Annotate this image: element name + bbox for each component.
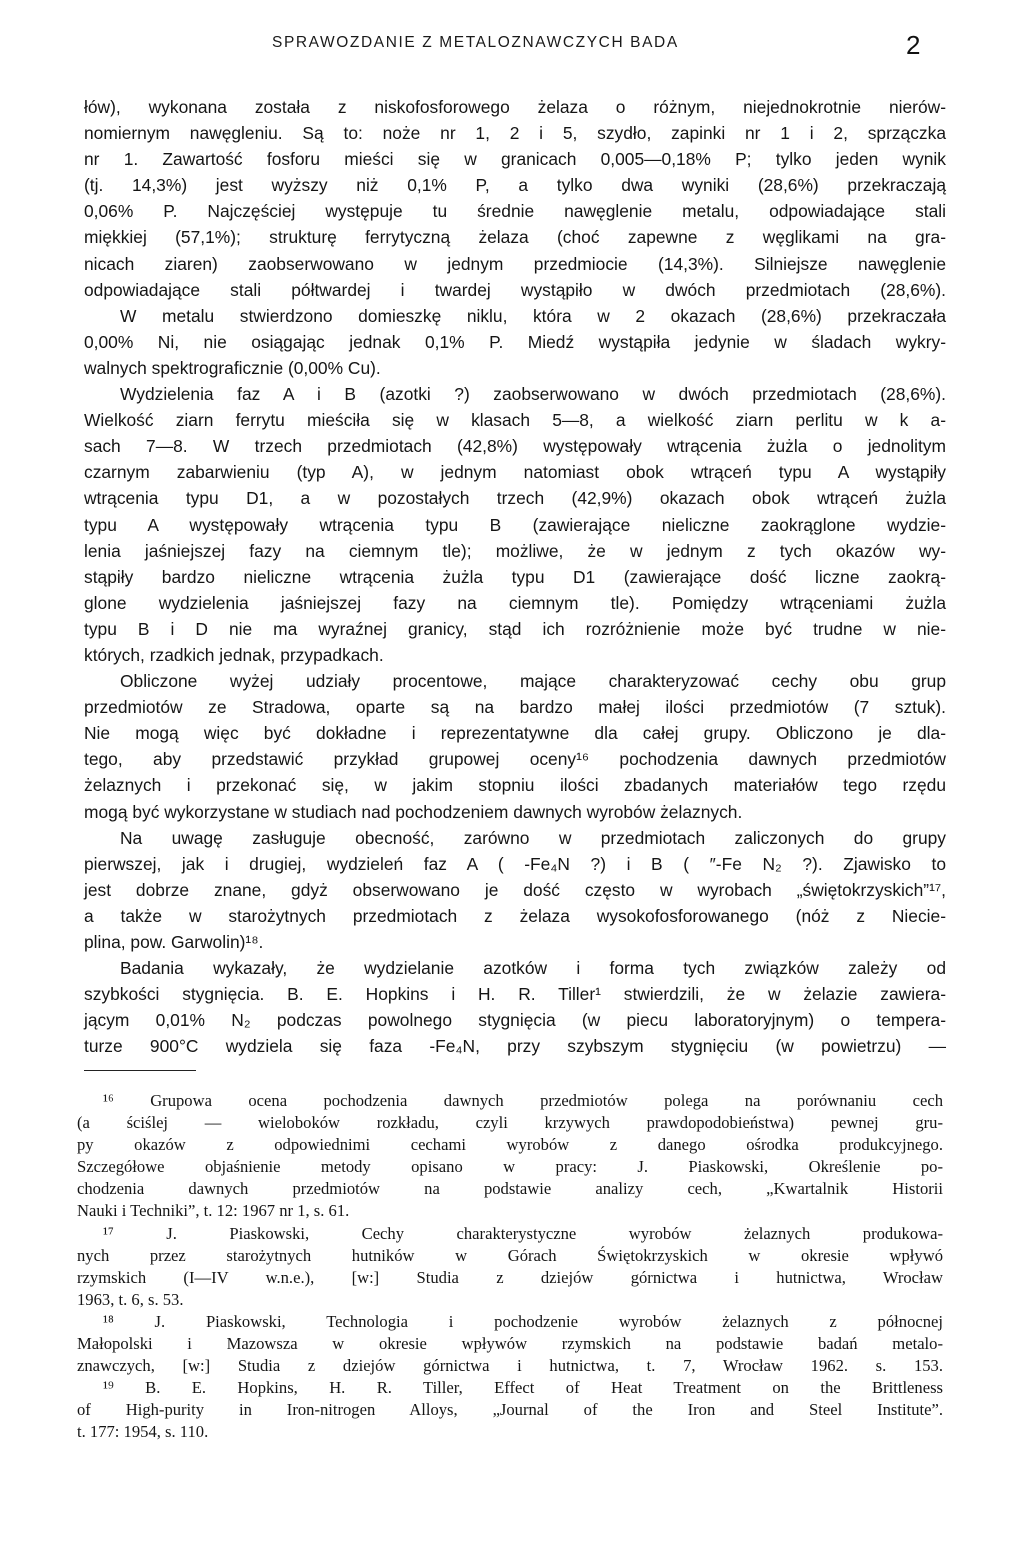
body-line: Nie mogą więc być dokładne i reprezentatywne dla całej grupy. Obliczono je dla-: [84, 723, 946, 744]
body-line: turze 900°C wydziela się faza -Fe₄N, przy szybszym stygnięciu (w powietrzu) —: [84, 1036, 946, 1057]
body-line: pierwszej, jak i drugiej, wydzieleń faz A ( -Fe₄N ?) i B ( ″-Fe N₂ ?). Zjawisko to: [84, 853, 946, 874]
body-line: nomiernym nawęgleniu. Są to: noże nr 1, 2 i 5, szydło, zapinki nr 1 i 2, sprzączka: [84, 123, 946, 144]
body-line: mogą być wykorzystane w studiach nad pochodzeniem dawnych wyrobów żelaznych.: [84, 801, 743, 822]
body-line: typu B i D nie ma wyraźnej granicy, stąd ich rozróżnienie może być trudne w nie-: [84, 618, 946, 639]
body-line: lenia jaśniejszej fazy na ciemnym tle); możliwe, że w jednym z tych okazów wy-: [84, 540, 946, 561]
footnote-line: chodzenia dawnych przedmiotów na podstawie analizy cech, „Kwartalnik Historii: [77, 1179, 943, 1199]
body-line: Na uwagę zasługuje obecność, zarówno w przedmiotach zaliczonych do grupy: [120, 827, 946, 848]
body-line: jącym 0,01% N₂ podczas powolnego stygnięcia (w piecu laboratoryjnym) o tempera-: [84, 1010, 946, 1031]
page-number: 2: [906, 30, 921, 60]
body-text: [84, 94, 946, 1059]
footnote-line: 1963, t. 6, s. 53.: [77, 1289, 184, 1309]
body-line: tego, aby przedstawić przykład grupowej oceny¹⁶ pochodzenia dawnych przedmiotów: [84, 749, 946, 770]
body-line: Wielkość ziarn ferrytu mieściła się w klasach 5—8, a wielkość ziarn perlitu w k a-: [84, 410, 946, 431]
body-line: czarnym zabarwieniu (typ A), w jednym natomiast obok wtrąceń typu A wystąpiły: [84, 462, 946, 483]
footnote-line: nych przez starożytnych hutników w Górach Świętokrzyskich w okresie wpływó: [77, 1245, 943, 1265]
body-line: stąpiły bardzo nieliczne wtrącenia żużla typu D1 (zawierające dość liczne zaokrą-: [84, 566, 946, 587]
footnote-separator: [84, 1070, 196, 1071]
body-line: W metalu stwierdzono domieszkę niklu, która w 2 okazach (28,6%) przekraczała: [120, 305, 946, 326]
body-line: miękkiej (57,1%); strukturę ferrytyczną żelaza (choć zapewne z węglikami na gra-: [84, 227, 946, 248]
body-line: Wydzielenia faz A i B (azotki ?) zaobserwowano w dwóch przedmiotach (28,6%).: [120, 384, 946, 405]
body-line: szybkości stygnięcia. B. E. Hopkins i H. R. Tiller¹ stwierdzili, że w żelazie zawiera-: [84, 984, 946, 1005]
body-line: a także w starożytnych przedmiotach z żelaza wysokofosforowanego (nóż z Niecie-: [84, 905, 946, 926]
footnote-line: of High-purity in Iron-nitrogen Alloys, „Journal of the Iron and Steel Institute”.: [77, 1400, 943, 1420]
footnotes: [77, 1090, 943, 1444]
footnote-line: znawczych, [w:] Studia z dziejów górnictwa i hutnictwa, t. 7, Wrocław 1962. s. 153.: [77, 1356, 943, 1376]
body-line: plina, pow. Garwolin)¹⁸.: [84, 932, 264, 952]
body-line: glone wydzielenia jaśniejszej fazy na ciemnym tle). Pomiędzy wtrąceniami żużla: [84, 592, 946, 613]
running-head: SPRAWOZDANIE Z METALOZNAWCZYCH BADA: [272, 34, 679, 51]
footnote-line: ¹⁶ Grupowa ocena pochodzenia dawnych przedmiotów polega na porównaniu cech: [103, 1091, 943, 1110]
body-line: 0,00% Ni, nie osiągając jednak 0,1% P. Miedź wystąpiła jedynie w śladach wykry-: [84, 331, 946, 352]
footnote-line: Małopolski i Mazowsza w okresie wpływów rzymskich na podstawie badań metalo-: [77, 1334, 943, 1354]
footnote-line: ¹⁹ B. E. Hopkins, H. R. Tiller, Effect of Heat Treatment on the Brittleness: [103, 1378, 943, 1398]
body-line: sach 7—8. W trzech przedmiotach (42,8%) występowały wtrącenia żużla o jednolitym: [84, 436, 946, 457]
body-line: nicach ziaren) zaobserwowano w jednym przedmiocie (14,3%). Silniejsze nawęglenie: [84, 253, 946, 274]
page-header: [0, 30, 1024, 62]
body-line: których, rzadkich jednak, przypadkach.: [84, 644, 384, 665]
body-line: nr 1. Zawartość fosforu mieści się w granicach 0,005—0,18% P; tylko jeden wynik: [84, 149, 946, 170]
footnote-line: ¹⁸ J. Piaskowski, Technologia i pochodzenie wyrobów żelaznych z północnej: [103, 1311, 943, 1331]
body-line: żelaznych i przekonać się, w jakim stopniu ilości zbadanych materiałów tego rzędu: [84, 775, 946, 796]
body-line: 0,06% P. Najczęściej występuje tu średnie nawęglenie metalu, odpowiadające stali: [84, 201, 946, 222]
footnote-line: rzymskich (I—IV w.n.e.), [w:] Studia z dziejów górnictwa i hutnictwa, Wrocław: [77, 1267, 943, 1287]
body-line: odpowiadające stali półtwardej i twardej wystąpiło w dwóch przedmiotach (28,6%).: [84, 279, 946, 300]
body-line: Badania wykazały, że wydzielanie azotków i forma tych związków zależy od: [120, 958, 946, 979]
body-line: przedmiotów ze Stradowa, oparte są na bardzo małej ilości przedmiotów (7 sztuk).: [84, 697, 946, 718]
footnote-line: py okazów z odpowiednimi cechami wyrobów z danego ośrodka produkcyjnego.: [77, 1135, 943, 1155]
footnote-line: Nauki i Techniki”, t. 12: 1967 nr 1, s. 61.: [77, 1201, 350, 1221]
body-line: wtrącenia typu D1, a w pozostałych trzech (42,9%) okazach obok wtrąceń żużla: [84, 488, 946, 509]
footnote-line: t. 177: 1954, s. 110.: [77, 1422, 209, 1442]
body-line: jest dobrze znane, gdyż obserwowano je dość często w wyrobach „świętokrzyskich”¹⁷,: [84, 879, 946, 900]
footnote-line: (a ściślej — wieloboków rozkładu, czyli krzywych prawdopodobieństwa) pewnej gru-: [77, 1113, 943, 1133]
body-line: (tj. 14,3%) jest wyższy niż 0,1% P, a tylko dwa wyniki (28,6%) przekraczają: [84, 175, 946, 196]
footnote-line: Szczegółowe objaśnienie metody opisano w pracy: J. Piaskowski, Określenie po-: [77, 1157, 943, 1177]
body-line: walnych spektrograficznie (0,00% Cu).: [84, 357, 381, 378]
body-line: typu A występowały wtrącenia typu B (zawierające nieliczne zaokrąglone wydzie-: [84, 514, 946, 535]
body-line: łów), wykonana została z niskofosforowego żelaza o różnym, niejednokrotnie nierów-: [84, 97, 946, 117]
body-line: Obliczone wyżej udziały procentowe, mające charakteryzować cechy obu grup: [120, 671, 946, 692]
footnote-line: ¹⁷ J. Piaskowski, Cechy charakterystyczne wyrobów żelaznych produkowa-: [103, 1223, 943, 1243]
